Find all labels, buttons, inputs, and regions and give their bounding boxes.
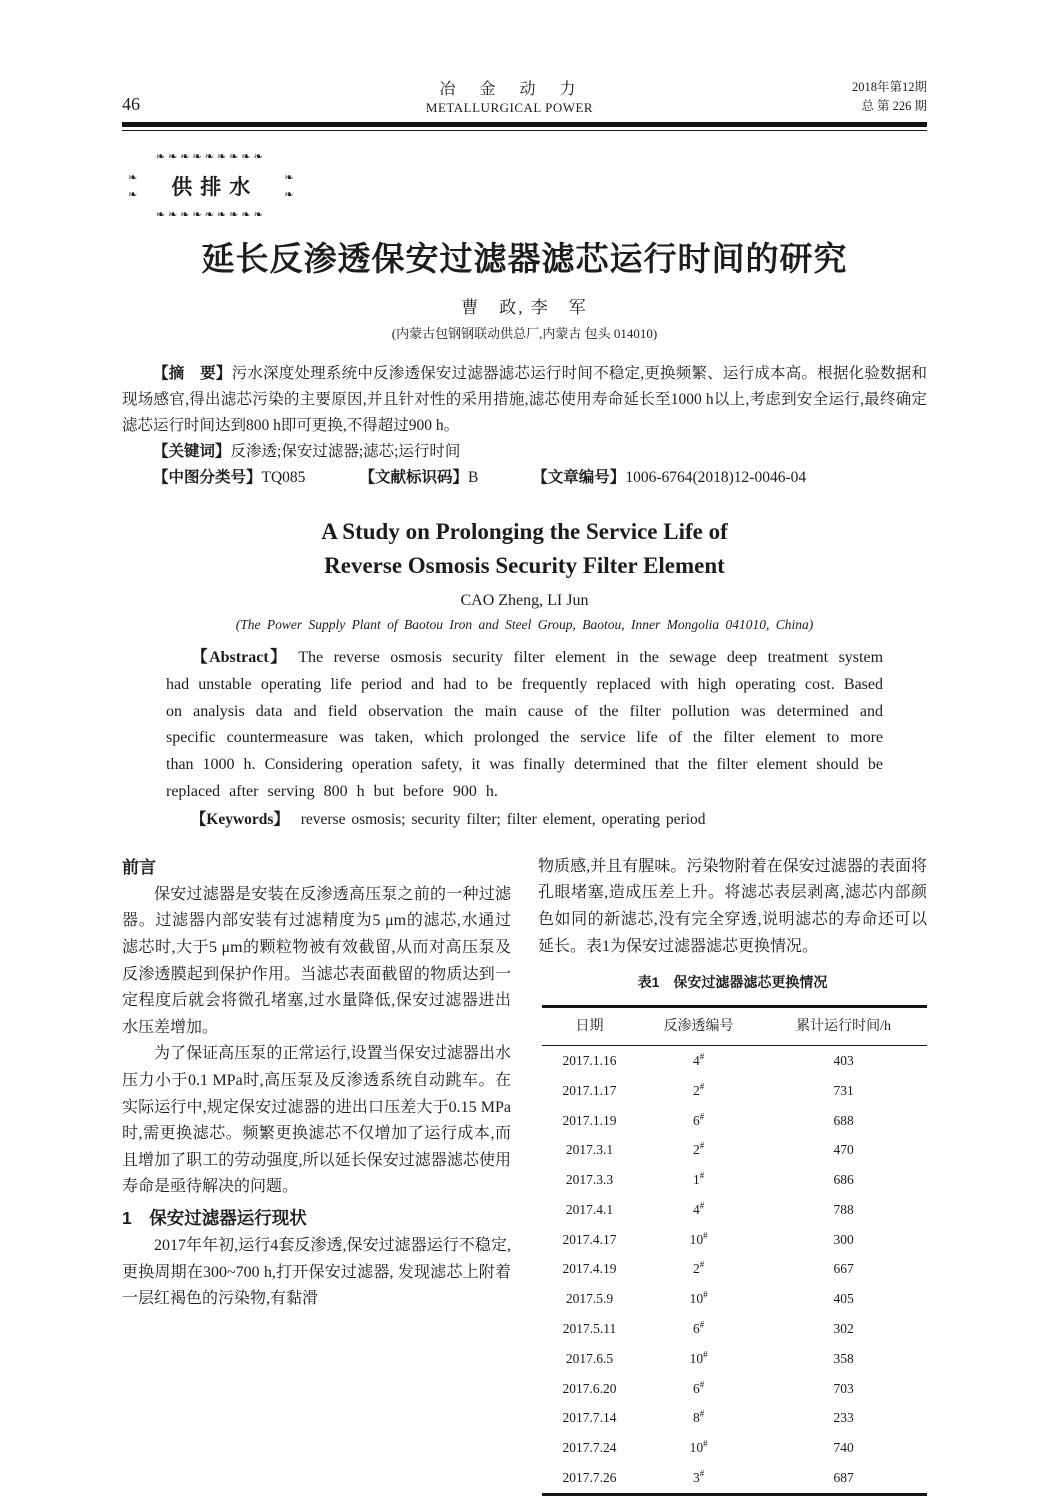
abstract-text-cn: 污水深度处理系统中反渗透保安过滤器滤芯运行时间不稳定,更换频繁、运行成本高。根据化验数据和现场感官,得出滤芯污染的主要原因,并且针对性的采用措施,滤芯使用寿命延长至1000 h以上,考虑到安全运行,最终确定滤芯运行时间达到800 h即可更换,不得超过900 h。 <box>122 365 927 434</box>
unit-number-superscript: # <box>699 1379 705 1390</box>
table-cell: 4# <box>692 1200 705 1217</box>
keywords-en <box>166 807 883 833</box>
table-header-cell: 累计运行时间/h <box>760 1006 927 1046</box>
table-header-cell: 反渗透编号 <box>637 1006 760 1046</box>
table-cell: 10# <box>689 1230 708 1247</box>
unit-number-superscript: # <box>699 1408 705 1419</box>
table-cell: 686 <box>833 1172 854 1188</box>
table-cell: 300 <box>833 1231 854 1247</box>
unit-number-superscript: # <box>699 1468 705 1479</box>
table-cell: 2017.6.5 <box>565 1350 614 1366</box>
header-rule <box>122 122 927 131</box>
article-title-cn: 延长反渗透保安过滤器滤芯运行时间的研究 <box>201 242 848 278</box>
table-row <box>542 1255 927 1285</box>
table-cell: 2017.3.3 <box>565 1172 614 1188</box>
table-cell: 6# <box>692 1379 705 1396</box>
table-cell: 703 <box>833 1380 854 1396</box>
table-cell: 358 <box>833 1350 854 1366</box>
table-cell: 4# <box>692 1051 705 1068</box>
unit-number-superscript: # <box>703 1289 708 1300</box>
table-cell: 405 <box>833 1291 854 1307</box>
table-cell: 8# <box>692 1408 705 1426</box>
table-cell: 731 <box>833 1082 854 1098</box>
table-row <box>542 1046 927 1076</box>
table-cell: 2017.4.19 <box>562 1261 617 1277</box>
table-cell: 2017.1.16 <box>562 1052 617 1068</box>
issue-total: 总 第 226 期 <box>861 99 927 113</box>
table-row <box>542 1225 927 1255</box>
vine-ornament-icon: ❧ ❧ <box>284 171 294 201</box>
table-cell: 302 <box>833 1320 854 1336</box>
unit-number-superscript: # <box>699 1140 705 1151</box>
table-row <box>542 1195 927 1225</box>
table-row <box>542 1404 927 1434</box>
abstract-text-en: The reverse osmosis security filter element in the sewage deep treatment system had unstable operating life period and had to be frequently replaced with high operating cost. Based on analysis data and field observation the main cause of the filter pollution was determined and specific countermeasure was taken, which prolonged the service life of the filter element to more than 1000 h. Considering operation safety, it was finally determined that the filter element should be replaced after serving 800 h but before 900 h. <box>166 649 884 800</box>
clc-label: 【中图分类号】 <box>153 469 262 486</box>
issue-number: 2018年第12期 <box>851 80 927 94</box>
intro-paragraph-2: 为了保证高压泵的正常运行,设置当保安过滤器出水压力小于0.1 MPa时,高压泵及反渗透系统自动跳车。在实际运行中,规定保安过滤器的进出口压差大于0.15 MPa时,需更换滤芯。频繁更换滤芯不仅增加了运行成本,而且增加了职工的劳动强度,所以延长保安过滤器滤芯使用寿命是亟待解决的问题。 <box>122 1045 511 1196</box>
table-cell: 2# <box>692 1081 705 1098</box>
table-cell: 470 <box>833 1142 854 1158</box>
table-cell: 6# <box>692 1319 705 1336</box>
article-id-label: 【文章编号】 <box>532 469 626 486</box>
table-row <box>542 1285 927 1315</box>
table-row <box>542 1106 927 1136</box>
unit-number-superscript: # <box>703 1230 708 1241</box>
table-cell: 2017.5.9 <box>565 1291 614 1307</box>
section1-heading: 1 保安过滤器运行现状 <box>122 1207 307 1228</box>
unit-number-superscript: # <box>699 1170 705 1181</box>
page-number: 46 <box>122 94 140 114</box>
right-paragraph-1: 物质感,并且有腥味。污染物附着在保安过滤器的表面将孔眼堵塞,造成压差上升。将滤芯表层剥离,滤芯内部颜色如同的新滤芯,没有完全穿透,说明滤芯的寿命还可以延长。表1为保安过滤器滤芯更换情况。 <box>538 857 927 955</box>
table-row <box>542 1076 927 1106</box>
body-columns <box>122 854 927 1496</box>
table-cell: 688 <box>833 1112 854 1128</box>
table-cell: 740 <box>833 1440 854 1456</box>
journal-title-en: METALLURGICAL POWER <box>425 100 594 115</box>
keywords-text-en: reverse osmosis; security filter; filter element, operating period <box>300 810 706 828</box>
unit-number-superscript: # <box>699 1111 705 1121</box>
journal-title-cn: 冶 金 动 力 <box>439 81 580 98</box>
abstract-cn <box>122 361 927 439</box>
running-header <box>122 0 927 116</box>
table-body <box>542 1046 927 1495</box>
table-cell: 10# <box>689 1349 708 1366</box>
right-column <box>538 854 927 1496</box>
table-cell: 2# <box>692 1259 705 1277</box>
intro-heading: 前言 <box>122 857 156 877</box>
table-head <box>542 1006 927 1046</box>
intro-paragraph-1: 保安过滤器是安装在反渗透高压泵之前的一种过滤器。过滤器内部安装有过滤精度为5 μm的滤芯,水通过滤芯时,大于5 μm的颗粒物被有效截留,从而对高压泵及反渗透膜起到保护作用。当滤芯表面截留的物质达到一定程度后就会将微孔堵塞,过水量降低,保安过滤器进出水压差增加。 <box>122 885 511 1036</box>
table-cell: 2017.7.24 <box>562 1440 617 1456</box>
column-badge <box>124 151 297 221</box>
table1-caption: 表1 保安过滤器滤芯更换情况 <box>637 974 828 991</box>
section1-paragraph-1: 2017年年初,运行4套反渗透,保安过滤器运行不稳定,更换周期在300~700 h,打开保安过滤器, 发现滤芯上附着一层红褐色的污染物,有黏滑 <box>122 1236 511 1308</box>
table-cell: 788 <box>833 1201 854 1217</box>
vine-ornament-icon: ❧ ❧ <box>128 171 138 201</box>
unit-number-superscript: # <box>699 1319 705 1330</box>
table-cell: 2017.5.11 <box>562 1320 617 1336</box>
vine-ornament-icon: ❧❧❧❧❧❧❧❧❧ <box>155 150 266 163</box>
table-cell: 403 <box>833 1052 854 1068</box>
table-cell: 2017.1.17 <box>562 1082 617 1098</box>
affiliation-cn: (内蒙古包钢钢联动供总厂,内蒙古 包头 014010) <box>391 326 658 341</box>
left-column <box>122 854 511 1496</box>
unit-number-superscript: # <box>699 1051 705 1062</box>
unit-number-superscript: # <box>699 1200 705 1211</box>
table-row <box>542 1374 927 1404</box>
keywords-cn <box>122 439 927 465</box>
table-cell: 2017.7.14 <box>562 1410 617 1426</box>
journal-masthead <box>242 76 777 116</box>
table-cell: 3# <box>692 1468 705 1485</box>
unit-number-superscript: # <box>699 1081 705 1092</box>
table-cell: 10# <box>689 1289 708 1307</box>
table-cell: 10# <box>689 1438 708 1456</box>
table-cell: 6# <box>692 1111 705 1128</box>
classification-line <box>122 465 927 491</box>
replacement-table <box>542 1005 927 1496</box>
table-cell: 687 <box>833 1469 854 1485</box>
doc-code-label: 【文献标识码】 <box>359 469 468 486</box>
table-cell: 2# <box>692 1140 705 1158</box>
table-row <box>542 1463 927 1494</box>
issue-info <box>777 78 927 116</box>
table-cell: 2017.7.26 <box>562 1469 617 1485</box>
article-title-en-line1: A Study on Prolonging the Service Life of <box>321 519 728 544</box>
keywords-label-cn: 【关键词】 <box>153 443 231 460</box>
authors-en: CAO Zheng, LI Jun <box>460 592 589 609</box>
doc-code-value: B <box>467 469 479 486</box>
abstract-label-en: 【Abstract】 <box>191 649 288 666</box>
table-cell: 233 <box>833 1410 854 1426</box>
unit-number-superscript: # <box>699 1259 705 1270</box>
table-row <box>542 1434 927 1464</box>
abstract-en <box>166 645 883 806</box>
clc-value: TQ085 <box>261 469 306 486</box>
table-row <box>542 1136 927 1166</box>
table-cell: 1# <box>692 1170 705 1188</box>
table-header-cell: 日期 <box>542 1006 637 1046</box>
article-title-en <box>122 515 927 583</box>
table-row <box>542 1344 927 1374</box>
table-cell: 2017.1.19 <box>562 1112 617 1128</box>
column-badge-label: 供排水 <box>171 176 259 199</box>
table-row <box>542 1165 927 1195</box>
table-cell: 2017.3.1 <box>565 1142 614 1158</box>
table-cell: 2017.6.20 <box>562 1380 617 1396</box>
keywords-label-en: 【Keywords】 <box>190 810 289 828</box>
table-row <box>542 1314 927 1344</box>
table-cell: 2017.4.17 <box>562 1231 617 1247</box>
abstract-label-cn: 【摘 要】 <box>153 365 232 382</box>
affiliation-en: (The Power Supply Plant of Baotou Iron and Steel Group, Baotou, Inner Mongolia 041010, China) <box>235 617 814 632</box>
table-cell: 2017.4.1 <box>565 1201 614 1217</box>
keywords-text-cn: 反渗透;保安过滤器;滤芯;运行时间 <box>230 443 461 460</box>
table-cell: 667 <box>833 1261 854 1277</box>
unit-number-superscript: # <box>703 1438 708 1449</box>
vine-ornament-icon: ❧❧❧❧❧❧❧❧❧ <box>155 208 266 221</box>
authors-cn: 曹 政, 李 军 <box>461 298 588 317</box>
table-header-row <box>542 1006 927 1046</box>
article-title-en-line2: Reverse Osmosis Security Filter Element <box>324 553 725 578</box>
unit-number-superscript: # <box>703 1349 708 1360</box>
article-id-value: 1006-6764(2018)12-0046-04 <box>625 469 807 486</box>
